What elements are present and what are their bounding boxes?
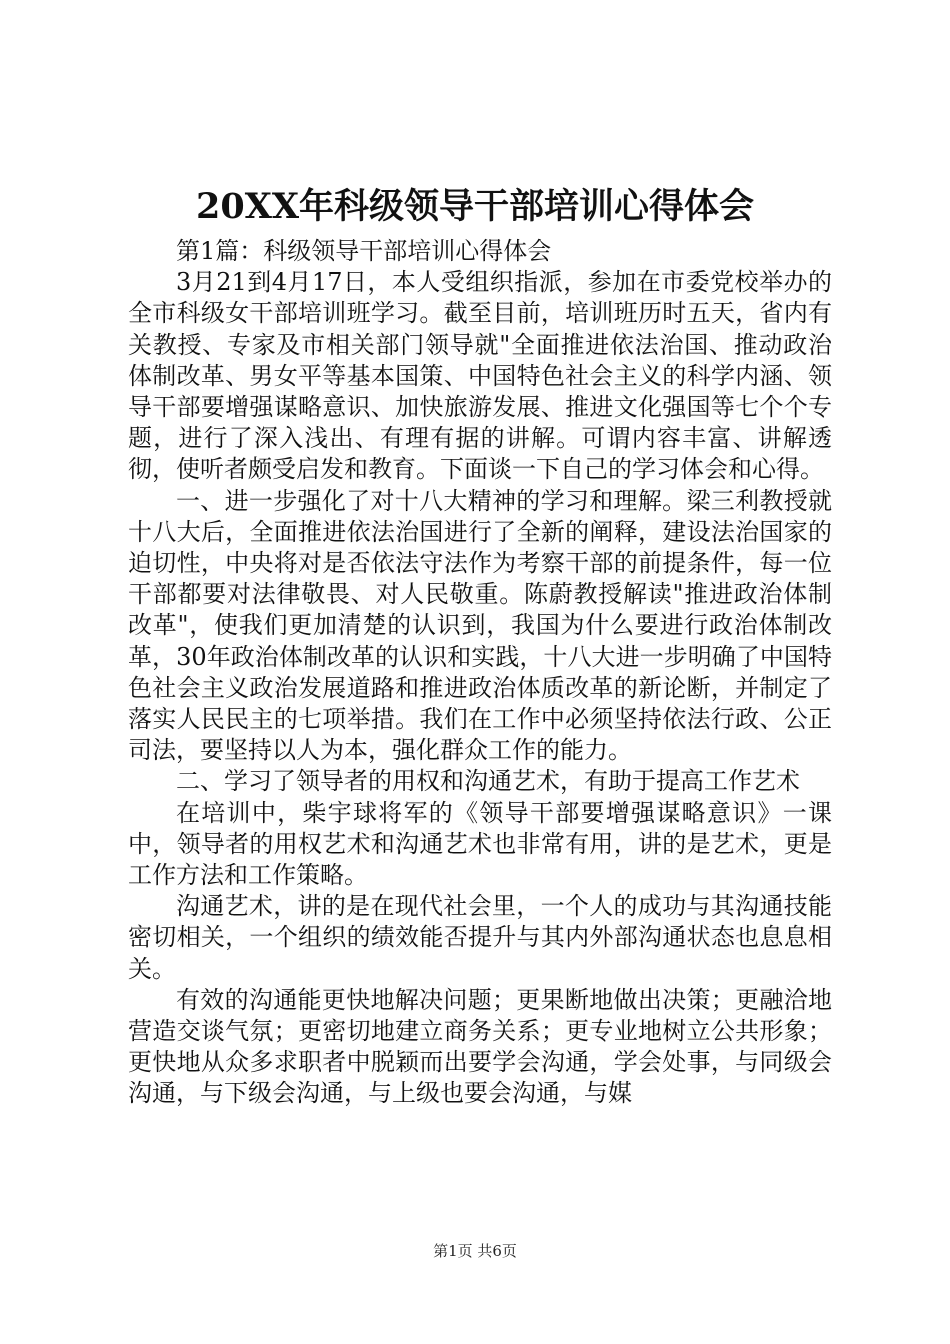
document-title: 20XX年科级领导干部培训心得体会 (195, 186, 755, 227)
paragraph-training: 在培训中，柴宇球将军的《领导干部要增强谋略意识》一课中，领导者的用权艺术和沟通艺术也非常有用，讲的是艺术，更是工作方法和工作策略。 (128, 798, 832, 890)
paragraph-effective-communication: 有效的沟通能更快地解决问题；更果断地做出决策；更融洽地营造交谈气氛；更密切地建立商务关系；更专业地树立公共形象；更快地从众多求职者中脱颖而出要学会沟通，学会处事，与同级会沟通，与下级会沟通，与上级也要会沟通，与媒 (128, 985, 832, 1108)
paragraph-communication-art: 沟通艺术，讲的是在现代社会里，一个人的成功与其沟通技能密切相关，一个组织的绩效能否提升与其内外部沟通状态也息息相关。 (128, 892, 832, 983)
paragraph-point-one: 一、进一步强化了对十八大精神的学习和理解。梁三利教授就十八大后，全面推进依法治国进行了全新的阐释，建设法治国家的迫切性，中央将对是否依法守法作为考察干部的前提条件，每一位干部都要对法律敬畏、对人民敬重。陈蔚教授解读"推进政治体制改革"，使我们更加清楚的认识到，我国为什么要进行政治体制改革，30年政治体制改革的认识和实践，十八大进一步明确了中国特色社会主义政治发展道路和推进政治体质改革的新论断，并制定了落实人民民主的七项举措。我们在工作中必须坚持依法行政、公正司法，要坚持以人为本，强化群众工作的能力。 (128, 486, 832, 765)
paragraph-section-heading: 第1篇：科级领导干部培训心得体会 (176, 237, 552, 265)
page-number-footer: 第1页 共6页 (433, 1242, 517, 1260)
paragraph-intro: 3月21到4月17日，本人受组织指派，参加在市委党校举办的全市科级女干部培训班学习。截至目前，培训班历时五天，省内有关教授、专家及市相关部门领导就"全面推进依法治国、推动政治体制改革、男女平等基本国策、中国特色社会主义的科学内涵、领导干部要增强谋略意识、加快旅游发展、推进文化强国等七个个专题，进行了深入浅出、有理有据的讲解。可谓内容丰富、讲解透彻，使听者颇受启发和教育。下面谈一下自己的学习体会和心得。 (128, 268, 832, 484)
paragraph-point-two-heading: 二、学习了领导者的用权和沟通艺术，有助于提高工作艺术 (176, 767, 800, 796)
document-body (128, 236, 832, 1110)
